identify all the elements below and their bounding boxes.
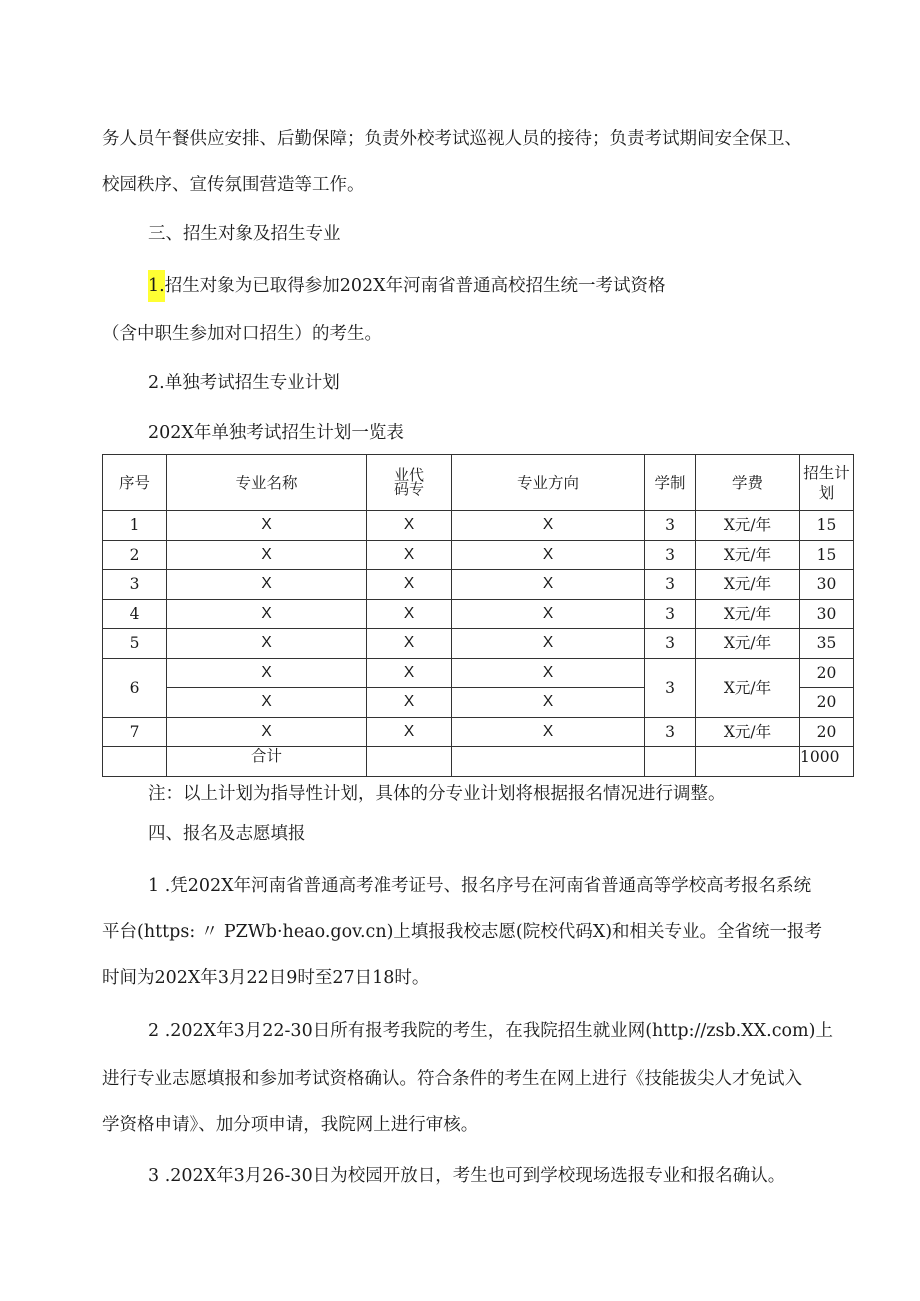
header-fee: 学费	[696, 455, 800, 511]
cell-plan: 30	[800, 570, 854, 600]
cell-fee: X元/年	[696, 629, 800, 659]
paragraph-continuation-line-1: 务人员午餐供应安排、后勤保障；负责外校考试巡视人员的接待；负责考试期间安全保卫、	[102, 129, 802, 149]
cell-name: X	[167, 688, 367, 718]
cell-plan: 20	[800, 688, 854, 718]
cell-plan: 15	[800, 540, 854, 570]
cell-plan: 15	[800, 511, 854, 541]
cell-fee: X元/年	[696, 540, 800, 570]
cell-seq: 4	[103, 599, 167, 629]
registration-item-1-line-1: 1 .凭202X年河南省普通高考准考证号、报名序号在河南省普通高等学校高考报名系统	[148, 876, 812, 896]
total-label: 合计	[167, 747, 367, 777]
cell-plan: 20	[800, 717, 854, 747]
cell-years: 3	[645, 540, 696, 570]
registration-item-2-line-3: 学资格申请》、加分项申请，我院网上进行审核。	[102, 1115, 479, 1135]
table-row	[103, 658, 854, 688]
cell-empty	[452, 747, 645, 777]
cell-code: X	[367, 658, 452, 688]
registration-item-3-line-1: 3 .202X年3月26-30日为校园开放日，考生也可到学校现场选报专业和报名确认。	[148, 1166, 786, 1186]
cell-direction: X	[452, 717, 645, 747]
item-2-heading: 2.单独考试招生专业计划	[148, 373, 340, 393]
total-value: 1000	[800, 747, 854, 777]
cell-seq: 3	[103, 570, 167, 600]
cell-direction: X	[452, 599, 645, 629]
cell-direction: X	[452, 540, 645, 570]
cell-seq: 1	[103, 511, 167, 541]
table-title: 202X年单独考试招生计划一览表	[148, 423, 404, 443]
cell-years: 3	[645, 717, 696, 747]
section-3-heading: 三、招生对象及招生专业	[148, 224, 341, 244]
registration-item-1-line-3: 时间为202X年3月22日9时至27日18时。	[102, 968, 430, 988]
paragraph-continuation-line-2: 校园秩序、宣传氛围营造等工作。	[102, 175, 365, 195]
table-row	[103, 599, 854, 629]
cell-direction: X	[452, 629, 645, 659]
header-seq: 序号	[103, 455, 167, 511]
header-major-code-text: 业代码专	[393, 465, 424, 498]
header-plan	[800, 455, 854, 511]
cell-empty	[367, 747, 452, 777]
header-years: 学制	[645, 455, 696, 511]
item-1-line-1	[148, 270, 666, 302]
table-row	[103, 511, 854, 541]
cell-seq: 5	[103, 629, 167, 659]
header-direction: 专业方向	[452, 455, 645, 511]
cell-name: X	[167, 717, 367, 747]
cell-code: X	[367, 629, 452, 659]
cell-name: X	[167, 511, 367, 541]
table-note: 注：以上计划为指导性计划，具体的分专业计划将根据报名情况进行调整。	[148, 784, 726, 804]
cell-direction: X	[452, 570, 645, 600]
highlight-item-number: 1.	[148, 270, 165, 302]
cell-empty	[645, 747, 696, 777]
registration-item-2-line-1: 2 .202X年3月22-30日所有报考我院的考生，在我院招生就业网(http://zsb.XX.com)上	[148, 1021, 833, 1041]
cell-direction: X	[452, 688, 645, 718]
registration-item-1-line-2: 平台(https: 〃 PZWb·heao.gov.cn)上填报我校志愿(院校代码X)和相关专业。全省统一报考	[102, 922, 823, 942]
header-plan-text: 招生计划	[803, 463, 850, 502]
cell-name: X	[167, 629, 367, 659]
table-row	[103, 540, 854, 570]
cell-code: X	[367, 570, 452, 600]
cell-seq: 7	[103, 717, 167, 747]
enrollment-plan-table	[102, 454, 854, 777]
cell-code: X	[367, 599, 452, 629]
cell-years: 3	[645, 511, 696, 541]
table-header-row	[103, 455, 854, 511]
cell-name: X	[167, 570, 367, 600]
cell-plan: 30	[800, 599, 854, 629]
cell-code: X	[367, 511, 452, 541]
cell-empty	[696, 747, 800, 777]
cell-plan: 35	[800, 629, 854, 659]
cell-fee: X元/年	[696, 717, 800, 747]
cell-name: X	[167, 599, 367, 629]
item-1-line-2: （含中职生参加对口招生）的考生。	[102, 324, 382, 344]
cell-name: X	[167, 658, 367, 688]
item-1-text: 招生对象为已取得参加202X年河南省普通高校招生统一考试资格	[164, 276, 666, 296]
cell-years: 3	[645, 599, 696, 629]
cell-empty	[103, 747, 167, 777]
cell-fee: X元/年	[696, 658, 800, 717]
header-major-name: 专业名称	[167, 455, 367, 511]
section-4-heading: 四、报名及志愿填报	[148, 824, 306, 844]
cell-direction: X	[452, 658, 645, 688]
cell-fee: X元/年	[696, 570, 800, 600]
registration-item-2-line-2: 进行专业志愿填报和参加考试资格确认。符合条件的考生在网上进行《技能拔尖人才免试入	[102, 1069, 802, 1089]
cell-code: X	[367, 540, 452, 570]
cell-name: X	[167, 540, 367, 570]
cell-years: 3	[645, 570, 696, 600]
cell-fee: X元/年	[696, 511, 800, 541]
cell-code: X	[367, 688, 452, 718]
header-major-code	[367, 455, 452, 511]
cell-code: X	[367, 717, 452, 747]
cell-plan: 20	[800, 658, 854, 688]
table-row	[103, 629, 854, 659]
cell-years: 3	[645, 658, 696, 717]
cell-seq: 6	[103, 658, 167, 717]
cell-direction: X	[452, 511, 645, 541]
cell-fee: X元/年	[696, 599, 800, 629]
cell-years: 3	[645, 629, 696, 659]
table-row	[103, 570, 854, 600]
table-total-row	[103, 747, 854, 777]
table-row	[103, 717, 854, 747]
cell-seq: 2	[103, 540, 167, 570]
